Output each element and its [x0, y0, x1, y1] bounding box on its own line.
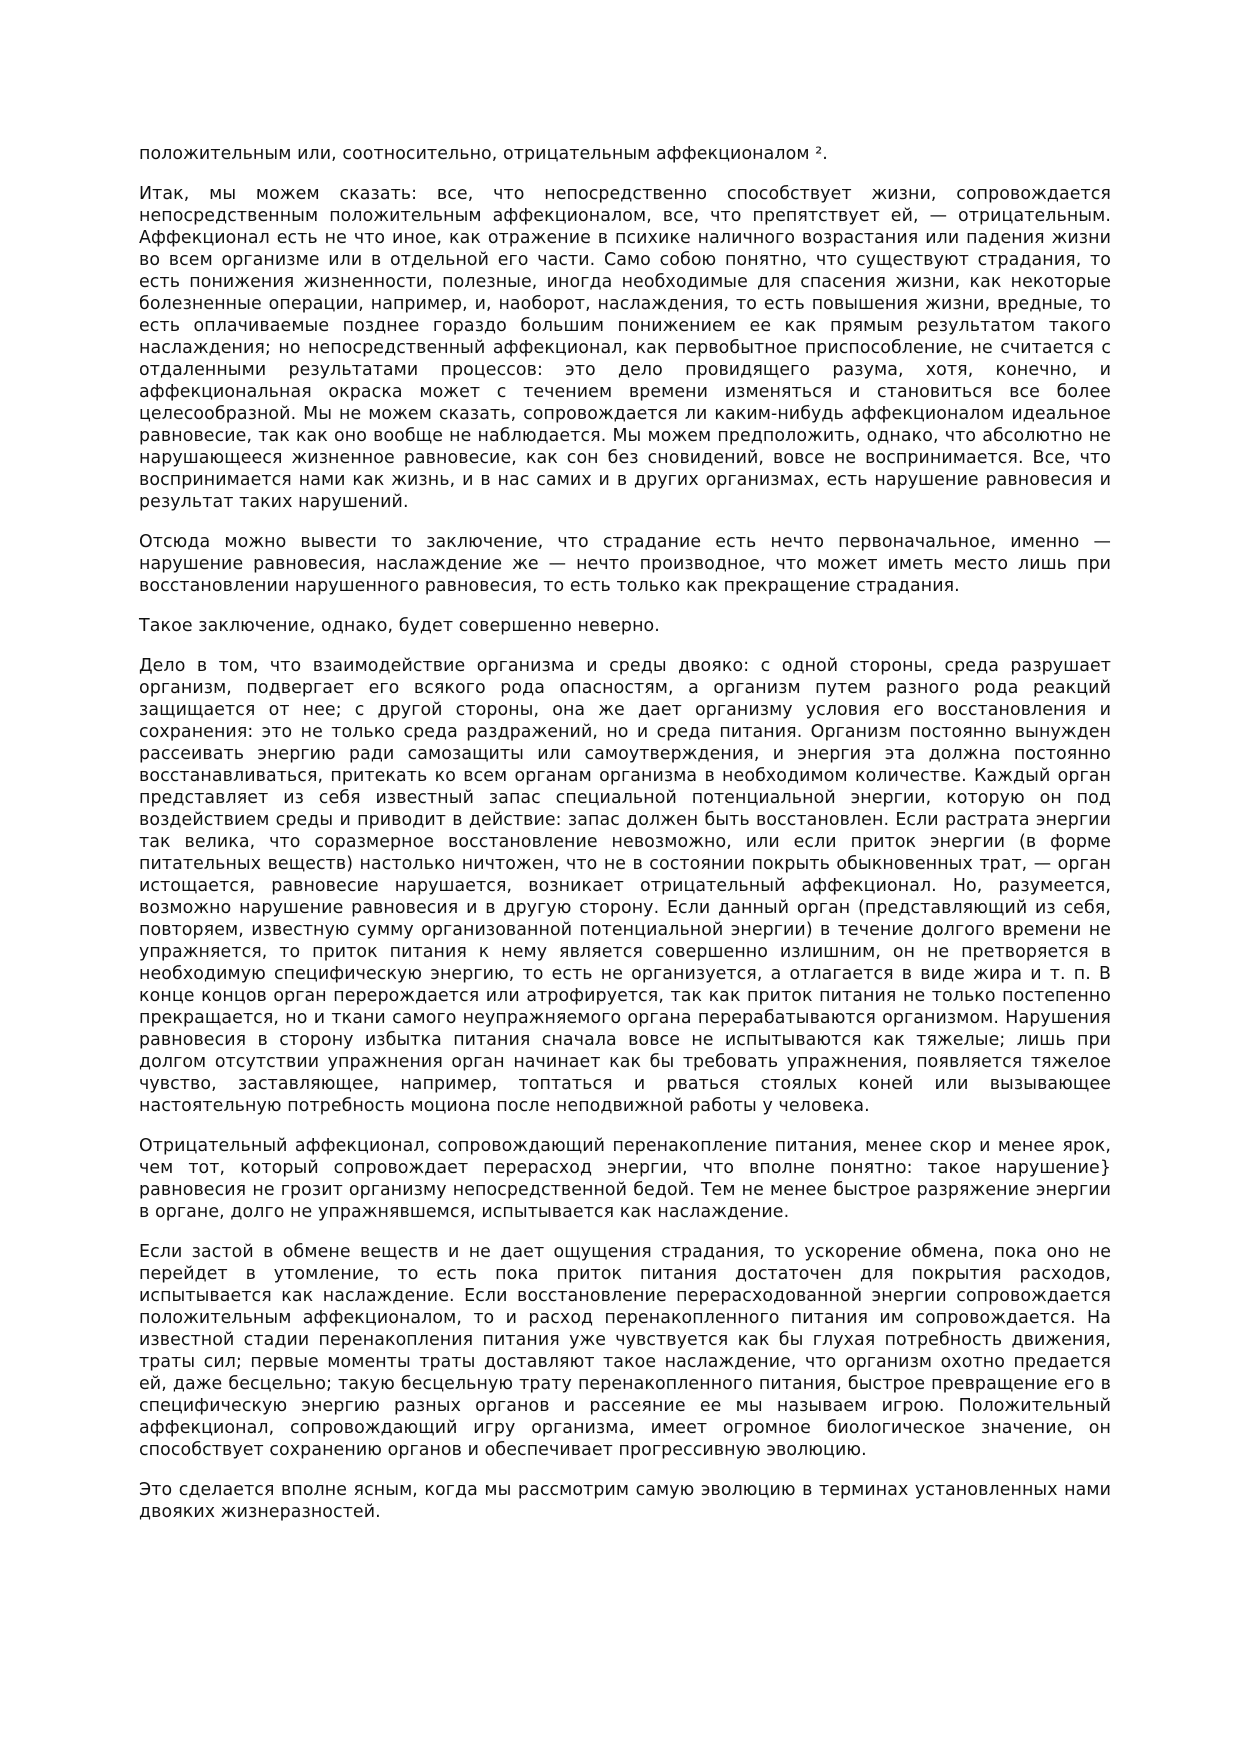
- paragraph-7: Если застой в обмене веществ и не дает ощущения страдания, то ускорение обмена, пока оно не перейдет в утомление, то есть пока приток питания достаточен для покрытия расходов, испытывается как наслаждение. Если восстановление перерасходованной энергии сопровождается положительным аффекционалом, то и расход перенакопленного питания им сопровождается. На известной стадии перенакопления питания уже чувствуется как бы глухая потребность движения, траты сил; первые моменты траты доставляют такое наслаждение, что организм охотно предается ей, даже бесцельно; такую бесцельную трату перенакопленного питания, быстрое превращение его в специфическую энергию разных органов и рассеяние ее мы называем игрою. Положительный аффекционал, сопровождающий игру организма, имеет огромное биологическое значение, он способствует сохранению органов и обеспечивает прогрессивную эволюцию.: [139, 1242, 1111, 1460]
- paragraph-3: Отсюда можно вывести то заключение, что страдание есть нечто первоначальное, именно — нарушение равновесия, наслаждение же — нечто производное, что может иметь место лишь при восстановлении нарушенного равновесия, то есть только как прекращение страдания.: [139, 532, 1111, 596]
- paragraph-5: Дело в том, что взаимодействие организма и среды двояко: с одной стороны, среда разрушает организм, подвергает его всякого рода опасностям, а организм путем разного рода реакций защищается от нее; с другой стороны, она же дает организму условия его восстановления и сохранения: это не только среда раздражений, но и среда питания. Организм постоянно вынужден рассеивать энергию ради самозащиты или самоутверждения, и энергия эта должна постоянно восстанавливаться, притекать ко всем органам организма в необходимом количестве. Каждый орган представляет из себя известный запас специальной потенциальной энергии, которую он под воздействием среды и приводит в действие: запас должен быть восстановлен. Если растрата энергии так велика, что соразмерное восстановление невозможно, или если приток энергии (в форме питательных веществ) настолько ничтожен, что не в состоянии покрыть обыкновенных трат, — орган истощается, равновесие нарушается, возникает отрицательный аффекционал. Но, разумеется, возможно нарушение равновесия и в другую сторону. Если данный орган (представляющий из себя, повторяем, известную сумму организованной потенциальной энергии) в течение долгого времени не упражняется, то приток питания к нему является совершенно излишним, он не претворяется в необходимую специфическую энергию, то есть не организуется, а отлагается в виде жира и т. п. В конце концов орган перерождается или атрофируется, так как приток питания не только постепенно прекращается, но и ткани самого неупражняемого органа перерабатываются организмом. Нарушения равновесия в сторону избытка питания сначала вовсе не испытываются как тяжелые; лишь при долгом отсутствии упражнения орган начинает как бы требовать упражнения, появляется тяжелое чувство, заставляющее, например, топтаться и рваться стоялых коней или вызывающее настоятельную потребность моциона после неподвижной работы у человека.: [139, 656, 1111, 1116]
- document-page: [139, 143, 1111, 1541]
- paragraph-2: Итак, мы можем сказать: все, что непосредственно способствует жизни, сопровождается непосредственным положительным аффекционалом, все, что препятствует ей, — отрицательным. Аффекционал есть не что иное, как отражение в психике наличного возрастания или падения жизни во всем организме или в отдельной его части. Само собою понятно, что существуют страдания, то есть понижения жизненности, полезные, иногда необходимые для спасения жизни, как некоторые болезненные операции, например, и, наоборот, наслаждения, то есть повышения жизни, вредные, то есть оплачиваемые позднее гораздо большим понижением ее как прямым результатом такого наслаждения; но непосредственный аффекционал, как первобытное приспособление, не считается с отдаленными результатами процессов: это дело провидящего разума, хотя, конечно, и аффекциональная окраска может с течением времени изменяться и становиться все более целесообразной. Мы не можем сказать, сопровождается ли каким-нибудь аффекционалом идеальное равновесие, так как оно вообще не наблюдается. Мы можем предположить, однако, что абсолютно не нарушающееся жизненное равновесие, как сон без сновидений, вовсе не воспринимается. Все, что воспринимается нами как жизнь, и в нас самих и в других организмах, есть нарушение равновесия и результат таких нарушений.: [139, 184, 1111, 512]
- paragraph-6: Отрицательный аффекционал, сопровождающий перенакопление питания, менее скор и менее ярок, чем тот, который сопровождает перерасход энергии, что вполне понятно: такое нарушение} равновесия не грозит организму непосредственной бедой. Тем не менее быстрое разряжение энергии в органе, долго не упражнявшемся, испытывается как наслаждение.: [139, 1136, 1111, 1222]
- paragraph-4: Такое заключение, однако, будет совершенно неверно.: [139, 616, 660, 636]
- paragraph-8: Это сделается вполне ясным, когда мы рассмотрим самую эволюцию в терминах установленных нами двояких жизнеразностей.: [139, 1480, 1111, 1522]
- paragraph-1: положительным или, соотносительно, отрицательным аффекционалом ².: [139, 144, 828, 164]
